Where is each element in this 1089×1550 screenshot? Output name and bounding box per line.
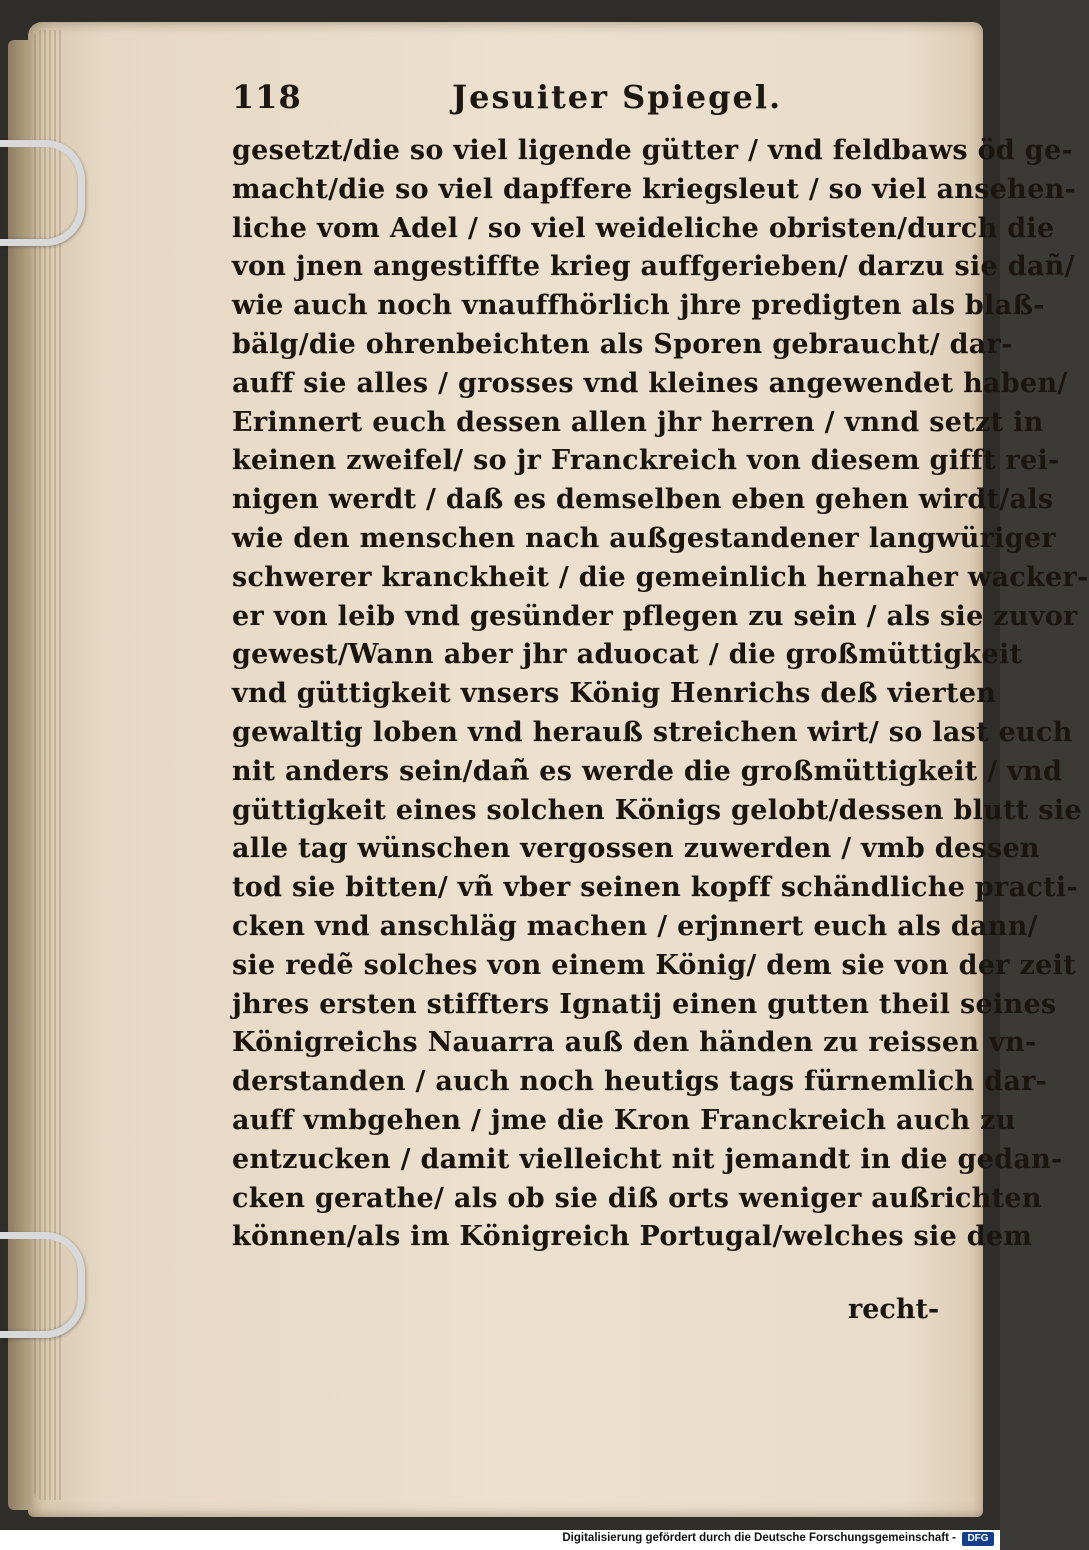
text-line: liche vom Adel / so viel weideliche obristen/durch die (232, 212, 1055, 244)
text-line: alle tag wünschen vergossen zuwerden / vmb dessen (232, 833, 1040, 865)
text-line: können/als im Königreich Portugal/welches sie dem (232, 1221, 1033, 1253)
body-text (232, 132, 1089, 1257)
text-line: macht/die so viel dapffere kriegsleut / so viel ansehen- (232, 173, 1077, 205)
page-header (232, 78, 922, 122)
text-line: güttigkeit eines solchen Königs gelobt/dessen blutt sie (232, 794, 1082, 826)
footer-bar (0, 1530, 1000, 1550)
funding-note: Digitalisierung gefördert durch die Deutsche Forschungsgemeinschaft - (562, 1532, 956, 1544)
text-line: gesetzt/die so viel ligende gütter / vnd feldbaws öd ge- (232, 135, 1073, 166)
dfg-logo: DFG (962, 1532, 994, 1546)
text-line: auff vmbgehen / jme die Kron Franckreich auch zu (232, 1104, 1016, 1136)
text-line: derstanden / auch noch heutigs tags fürnemlich dar- (232, 1066, 1048, 1098)
text-line: wie den menschen nach außgestandener langwüriger (232, 522, 1056, 554)
text-line: nit anders sein/dañ es werde die großmüttigkeit / vnd (232, 755, 1063, 787)
running-title: Jesuiter Spiegel. (452, 78, 783, 116)
text-line: vnd güttigkeit vnsers König Henrichs deß vierten (232, 678, 997, 710)
text-line: von jnen angestiffte krieg auffgerieben/ darzu sie dañ/ (232, 251, 1075, 283)
text-line: entzucken / damit vielleicht nit jemandt in die gedan- (232, 1143, 1063, 1175)
text-line: tod sie bitten/ vñ vber seinen kopff schändliche practi- (232, 872, 1078, 904)
text-line: Erinnert euch dessen allen jhr herren / vnnd setzt in (232, 406, 1044, 438)
text-line: auff sie alles / grosses vnd kleines angewendet haben/ (232, 367, 1068, 399)
text-line: Königreichs Nauarra auß den händen zu reissen vn- (232, 1027, 1037, 1059)
text-line: sie redẽ solches von einem König/ dem sie von der zeit (232, 949, 1076, 981)
page-clip-bottom (0, 1232, 85, 1338)
text-line: wie auch noch vnauffhörlich jhre predigten als blaß- (232, 290, 1045, 322)
page-number: 118 (232, 78, 302, 116)
text-line: cken gerathe/ als ob sie diß orts weniger außrichten (232, 1182, 1042, 1214)
text-line: bälg/die ohrenbeichten als Sporen gebraucht/ dar- (232, 328, 1013, 360)
text-line: gewaltig loben vnd herauß streichen wirt/ so last euch (232, 716, 1073, 748)
text-line: nigen werdt / daß es demselben eben gehen wirdt/als (232, 484, 1054, 516)
text-line: keinen zweifel/ so jr Franckreich von diesem gifft rei- (232, 445, 1060, 477)
text-line: gewest/Wann aber jhr aduocat / die großmüttigkeit (232, 639, 1023, 671)
text-line: jhres ersten stiffters Ignatij einen gutten theil seines (232, 988, 1057, 1020)
catchword: recht- (848, 1294, 940, 1325)
text-line: schwerer kranckheit / die gemeinlich hernaher wacker- (232, 561, 1089, 593)
page-clip-top (0, 140, 85, 246)
text-line: cken vnd anschläg machen / erjnnert euch als dann/ (232, 910, 1038, 942)
text-line: er von leib vnd gesünder pflegen zu sein / als sie zuvor (232, 600, 1078, 632)
